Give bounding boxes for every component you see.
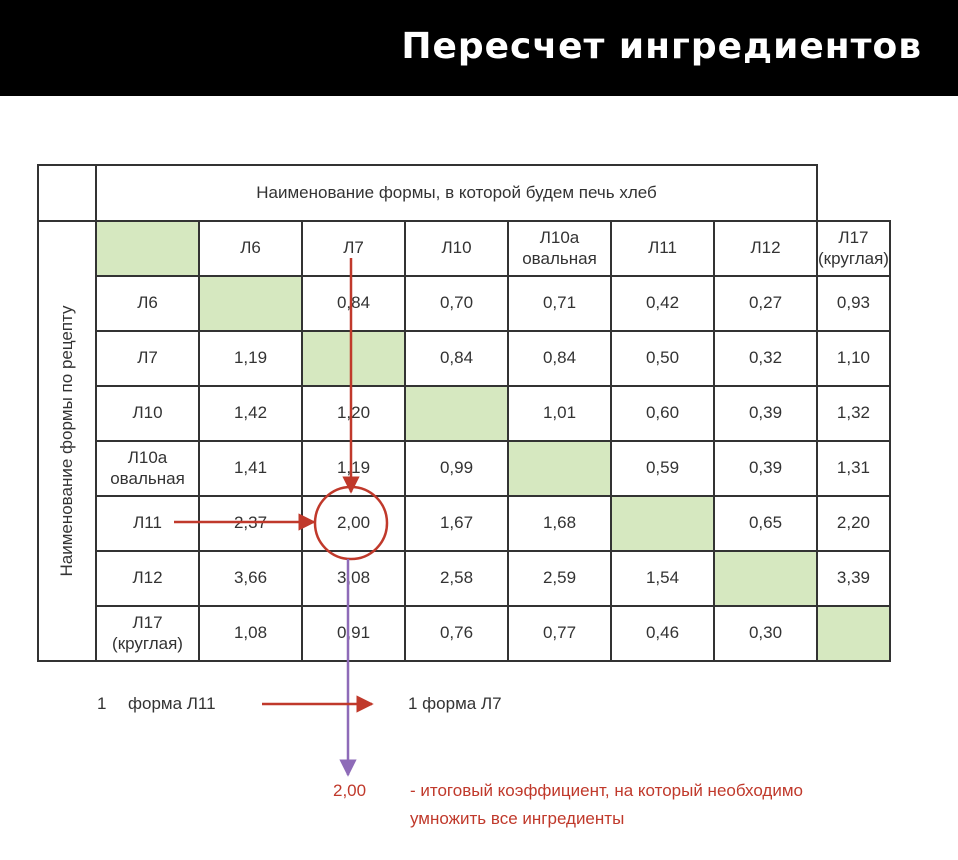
- coefficient-cell: 0,93: [817, 276, 890, 331]
- coefficient-cell: 2,00: [302, 496, 405, 551]
- column-header-sublabel: (круглая): [818, 248, 889, 268]
- row-header-label: Л11: [133, 513, 162, 533]
- row-header-sublabel: овальная: [110, 468, 185, 488]
- result-caption-line1: - итоговый коэффициент, на который необходимо: [410, 781, 803, 800]
- column-header-label: Л17: [838, 228, 869, 248]
- column-header-sublabel: овальная: [522, 248, 597, 268]
- coefficient-cell: 3,39: [817, 551, 890, 606]
- column-header-label: Л11: [648, 238, 677, 258]
- coefficient-cell: 2,20: [817, 496, 890, 551]
- coefficient-cell: 0,70: [405, 276, 508, 331]
- row-header-label: Л12: [132, 568, 163, 588]
- coefficient-cell: 2,59: [508, 551, 611, 606]
- coefficient-cell: 0,46: [611, 606, 714, 661]
- coefficient-cell: 0,76: [405, 606, 508, 661]
- coefficient-cell: 0,60: [611, 386, 714, 441]
- coefficient-cell: 0,84: [405, 331, 508, 386]
- coefficient-cell: 1,10: [817, 331, 890, 386]
- coefficient-cell: 0,59: [611, 441, 714, 496]
- coefficient-cell: 2,58: [405, 551, 508, 606]
- coefficient-cell: 1,19: [302, 441, 405, 496]
- column-header-label: Л12: [750, 238, 781, 258]
- coefficient-cell: 1,31: [817, 441, 890, 496]
- coefficient-cell: 3,08: [302, 551, 405, 606]
- row-header-label: Л17: [132, 613, 163, 633]
- coefficient-cell: 1,01: [508, 386, 611, 441]
- page-title: Пересчет ингредиентов: [401, 26, 922, 67]
- coefficient-cell: 0,39: [714, 441, 817, 496]
- highlight-circle: [315, 487, 387, 559]
- row-header-label: Л7: [137, 348, 158, 368]
- coefficient-cell: 3,66: [199, 551, 302, 606]
- column-header-label: Л7: [343, 238, 364, 258]
- coefficient-cell: 0,42: [611, 276, 714, 331]
- from-form-label: форма Л11: [128, 694, 216, 713]
- coefficient-cell: 0,65: [714, 496, 817, 551]
- result-value: 2,00: [333, 781, 367, 800]
- coefficient-cell: 1,19: [199, 331, 302, 386]
- coefficient-cell: 1,20: [302, 386, 405, 441]
- row-header-label: Л10: [132, 403, 163, 423]
- row-header-label: Л6: [137, 293, 158, 313]
- coefficient-cell: 0,91: [302, 606, 405, 661]
- top-header: Наименование формы, в которой будем печь хлеб: [96, 165, 817, 221]
- column-header-label: Л6: [240, 238, 261, 258]
- coefficient-cell: 1,08: [199, 606, 302, 661]
- row-header-sublabel: (круглая): [112, 633, 183, 653]
- coefficient-cell: 1,42: [199, 386, 302, 441]
- coefficient-cell: 0,32: [714, 331, 817, 386]
- coefficient-cell: 1,68: [508, 496, 611, 551]
- coefficient-cell: 1,32: [817, 386, 890, 441]
- coefficient-cell: 0,84: [508, 331, 611, 386]
- row-header-label: Л10а: [127, 448, 168, 468]
- from-count: 1: [97, 694, 107, 713]
- column-header-label: Л10а: [539, 228, 580, 248]
- coefficient-cell: 1,54: [611, 551, 714, 606]
- coefficient-cell: 0,77: [508, 606, 611, 661]
- coefficient-cell: 0,39: [714, 386, 817, 441]
- coefficient-cell: 0,50: [611, 331, 714, 386]
- coefficient-cell: 0,27: [714, 276, 817, 331]
- coefficient-cell: 0,71: [508, 276, 611, 331]
- to-form-label: 1 форма Л7: [408, 694, 502, 713]
- coefficient-cell: 0,84: [302, 276, 405, 331]
- column-header-label: Л10: [441, 238, 472, 258]
- coefficient-cell: 1,41: [199, 441, 302, 496]
- coefficient-cell: 1,67: [405, 496, 508, 551]
- result-caption-line2: умножить все ингредиенты: [410, 809, 625, 828]
- side-header: Наименование формы по рецепту: [56, 305, 76, 577]
- coefficient-cell: 0,99: [405, 441, 508, 496]
- coefficient-cell: 0,30: [714, 606, 817, 661]
- coefficient-cell: 2,37: [199, 496, 302, 551]
